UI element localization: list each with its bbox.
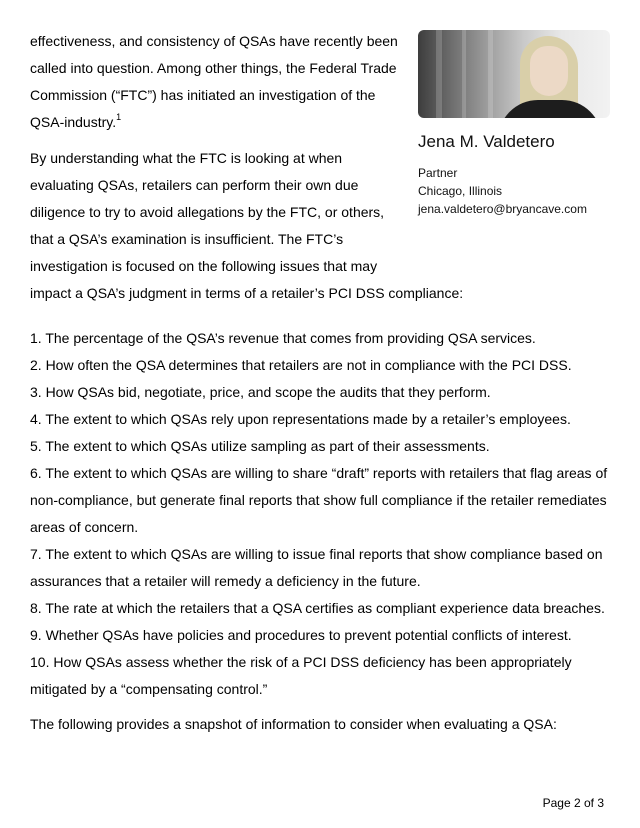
- photo-stripe: [436, 30, 442, 118]
- footnote-marker[interactable]: 1: [116, 112, 122, 123]
- author-email-link[interactable]: jena.valdetero@bryancave.com: [418, 202, 587, 216]
- author-name: Jena M. Valdetero: [418, 132, 555, 151]
- page-number: Page 2 of 3: [542, 796, 604, 810]
- author-photo: [418, 30, 610, 118]
- intro-column: [30, 28, 400, 280]
- photo-face: [530, 46, 568, 96]
- intro-paragraph-1: [30, 28, 400, 136]
- list-item: 2. How often the QSA determines that retailers are not in compliance with the PCI DSS.: [30, 357, 572, 373]
- list-item: 6. The extent to which QSAs are willing to share “draft” reports with retailers that flag areas of non-compliance, but generate final reports that show full compliance if the retailer remediates areas of concern.: [30, 465, 608, 535]
- photo-shoulders: [498, 100, 602, 118]
- list-item: 4. The extent to which QSAs rely upon representations made by a retailer’s employees.: [30, 411, 571, 427]
- intro-paragraph-1-text: effectiveness, and consistency of QSAs have recently been called into question. Among other things, the Federal Trade Commission (“FTC”) has initiated an investigation of the QSA-industry.: [30, 33, 398, 130]
- ftc-issues-list: [30, 325, 610, 703]
- list-item: 8. The rate at which the retailers that a QSA certifies as compliant experience data breaches.: [30, 600, 605, 616]
- list-item: 10. How QSAs assess whether the risk of a PCI DSS deficiency has been appropriately mitigated by a “compensating control.”: [30, 654, 572, 697]
- list-item: 5. The extent to which QSAs utilize sampling as part of their assessments.: [30, 438, 490, 454]
- list-item: 3. How QSAs bid, negotiate, price, and scope the audits that they perform.: [30, 384, 491, 400]
- author-title: Partner: [418, 166, 458, 180]
- author-profile: [418, 30, 610, 218]
- photo-stripe: [488, 30, 493, 118]
- closing-paragraph: The following provides a snapshot of information to consider when evaluating a QSA:: [30, 716, 557, 732]
- list-item: 1. The percentage of the QSA’s revenue that comes from providing QSA services.: [30, 330, 536, 346]
- intro-paragraph-2: By understanding what the FTC is looking at when evaluating QSAs, retailers can perform their own due diligence to try to avoid allegations by the FTC, or others, that a QSA’s examination is insufficient. The FTC’s investigation is focused on the following issues that may: [30, 150, 385, 274]
- list-item: 7. The extent to which QSAs are willing to issue final reports that show compliance based on assurances that a retailer will remedy a deficiency in the future.: [30, 546, 603, 589]
- author-location: Chicago, Illinois: [418, 184, 503, 198]
- photo-stripe: [462, 30, 466, 118]
- intro-paragraph-2-continued: impact a QSA’s judgment in terms of a retailer’s PCI DSS compliance:: [30, 285, 464, 301]
- list-item: 9. Whether QSAs have policies and procedures to prevent potential conflicts of interest.: [30, 627, 572, 643]
